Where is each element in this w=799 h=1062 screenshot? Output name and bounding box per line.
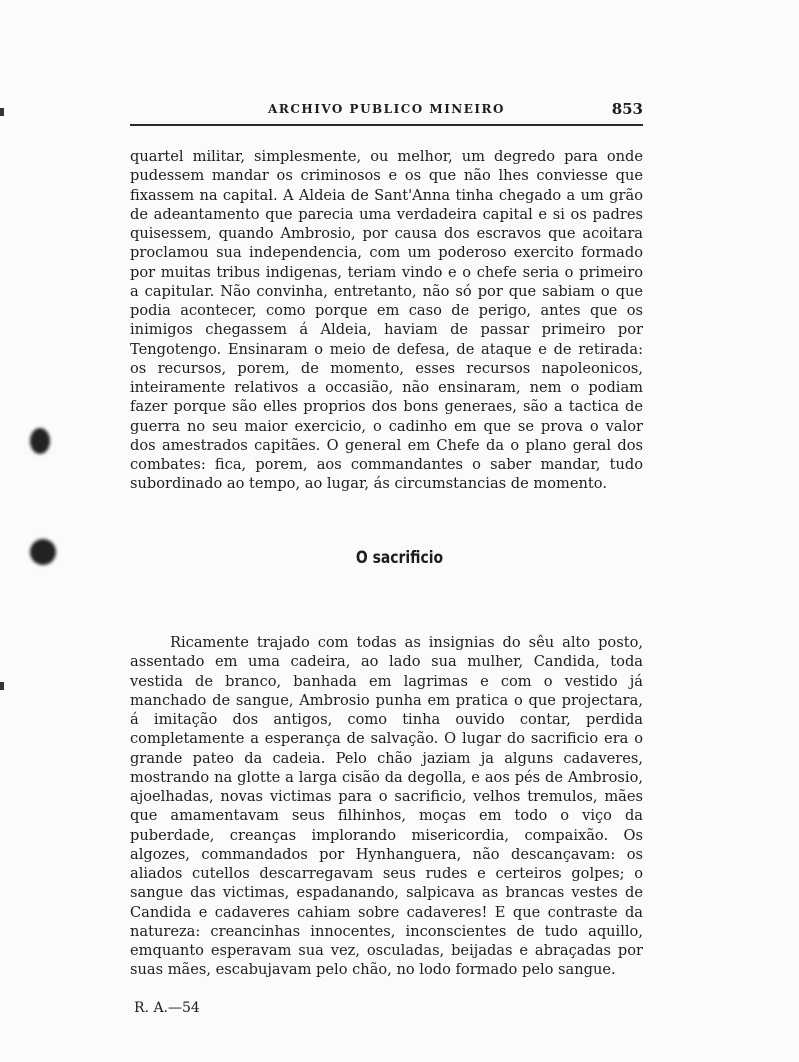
running-title: ARCHIVO PUBLICO MINEIRO: [268, 102, 505, 116]
ink-stain: [30, 428, 50, 454]
page-header: [130, 98, 643, 126]
margin-mark: [0, 682, 4, 690]
ink-stain: [30, 539, 56, 565]
body-paragraph-1: quartel militar, simplesmente, ou melhor, um degredo para onde pudessem mandar os criminosos e os que não lhes conviesse que fixassem na capital. A Aldeia de Sant'Anna tinha chegado a um grão de adeantamento que parecia uma verdadeira capital e si os padres quisessem, quando Ambrosio, por causa dos escravos que acoitara proclamou sua independencia, com um poderoso exercito formado por muitas tribus indigenas, teriam vindo e o chefe seria o primeiro a capitular. Não convinha, entretanto, não só por que sabiam o que podia acontecer, como porque em caso de perigo, antes que os inimigos chegassem á Aldeia, haviam de passar primeiro por Tengotengo. Ensinaram o meio de defesa, de ataque e de retirada: os recursos, porem, de momento, esses recursos napoleonicos, inteiramente relativos a occasião, não ensinaram, nem o podiam fazer porque são elles proprios dos bons generaes, são a tactica de guerra no seu maior exercicio, o cadinho em que se prova o valor dos amestrados capitães. O general em Chefe da o plano geral dos combates: fica, porem, aos commandantes o saber mandar, tudo subordinado ao tempo, ao lugar, ás circumstancias de momento.: [130, 148, 643, 493]
page-number: 853: [611, 100, 643, 118]
section-title: O sacrificio: [355, 548, 444, 568]
body-paragraph-2: Ricamente trajado com todas as insignias do sêu alto posto, assentado em uma cadeira, ao lado sua mulher, Candida, toda vestida de branco, banhada em lagrimas e com o vestido já manchado de sangue, Ambrosio punha em pratica o que projectara, á imitação dos antigos, como tinha ouvido contar, perdida completamente a esperança de salvação. O lugar do sacrificio era o grande pateo da cadeia. Pelo chão jaziam ja alguns cadaveres, mostrando na glotte a larga cisão da degolla, e aos pés de Ambrosio, ajoelhadas, novas victimas para o sacrificio, velhos tremulos, mães que amamentavam seus filhinhos, moças em todo o viço da puberdade, creanças implorando misericordia, compaixão. Os algozes, commandados por Hynhanguera, não descançavam: os aliados cutellos descarregavam seus rudes e certeiros golpes; o sangue das victimas, espadanando, salpicava as brancas vestes de Candida e cadaveres cahiam sobre cadaveres! E que contraste da natureza: creancinhas innocentes, inconscientes de tudo aquillo, emquanto esperavam sua vez, osculadas, beijadas e abraçadas por suas mães, escabujavam pelo chão, no lodo formado pelo sangue.: [130, 634, 643, 979]
signature-mark: R. A.—54: [134, 1000, 200, 1016]
margin-mark: [0, 108, 4, 116]
